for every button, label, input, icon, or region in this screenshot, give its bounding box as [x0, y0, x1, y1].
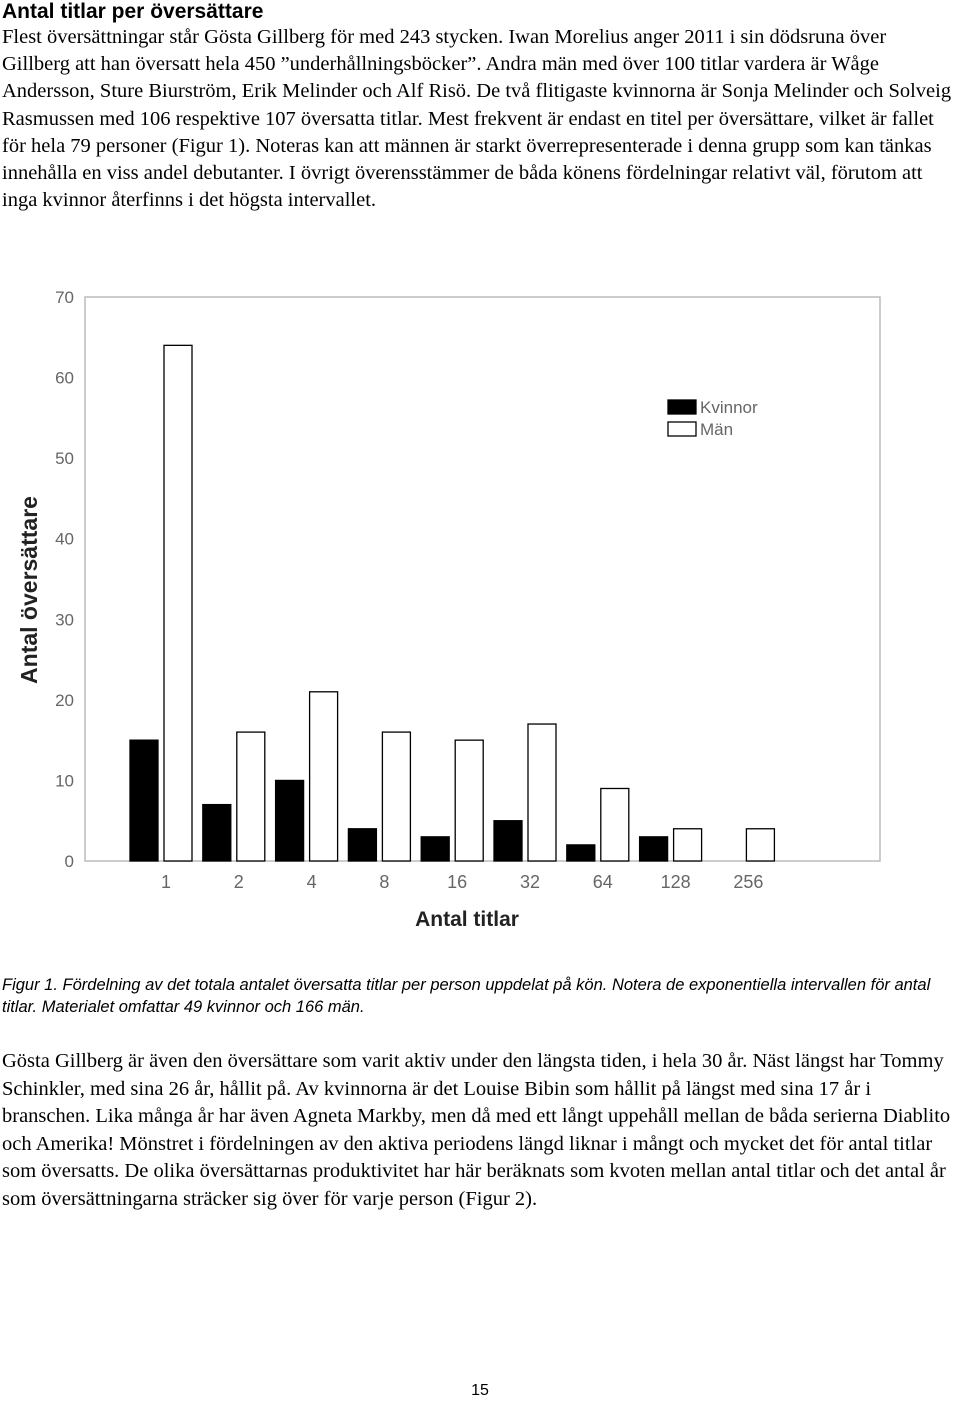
y-tick-label-2: 20 — [55, 690, 74, 710]
y-tick-label-1: 10 — [55, 771, 74, 791]
bar-män-64 — [601, 788, 629, 861]
page-number: 15 — [471, 1382, 489, 1399]
y-tick-label-0: 0 — [64, 852, 74, 871]
bar-män-128 — [674, 829, 702, 861]
y-axis-label: Antal översättare — [16, 496, 42, 684]
x-axis-label: Antal titlar — [415, 908, 519, 931]
figure-caption: Figur 1. Fördelning av det totala antalet översatta titlar per person uppdelat på kön. Notera de exponentiella intervallen för antal titlar. Materialet omfattar 49 kvinnor och 166 män. — [2, 976, 931, 1016]
y-tick-label-4: 40 — [55, 529, 74, 549]
bar-män-2 — [237, 732, 265, 861]
bar-kvinnor-64 — [567, 845, 595, 861]
legend-swatch-män — [668, 422, 696, 436]
bar-chart — [0, 270, 900, 950]
x-tick-label-1: 1 — [160, 872, 172, 892]
y-tick-label-6: 60 — [55, 368, 74, 388]
legend-label-kvinnor: Kvinnor — [700, 398, 758, 417]
y-tick-label-3: 30 — [55, 610, 74, 630]
figure-1 — [0, 270, 900, 950]
legend-label-män: Män — [700, 420, 734, 439]
bar-män-32 — [528, 724, 556, 861]
bar-män-16 — [455, 740, 483, 861]
bar-kvinnor-2 — [203, 805, 231, 861]
bar-män-1 — [164, 345, 192, 861]
x-tick-label-4: 4 — [306, 872, 317, 892]
bar-kvinnor-16 — [421, 837, 449, 861]
bar-män-4 — [310, 692, 338, 861]
x-tick-label-8: 8 — [379, 872, 390, 892]
bar-kvinnor-8 — [348, 829, 376, 861]
x-tick-label-128: 128 — [660, 872, 691, 892]
x-tick-label-2: 2 — [233, 872, 244, 892]
bar-kvinnor-128 — [640, 837, 668, 861]
x-tick-label-64: 64 — [592, 872, 613, 892]
body-paragraph-2: Gösta Gillberg är även den översättare som varit aktiv under den längsta tiden, i hela 30 år. Näst längst har Tommy Schinkler, med sina 26 år, hållit på. Av kvinnorna är det Louise Bibin som hållit på längst med sina 17 år i branschen. Lika många år har även Agneta Markby, men då med ett långt uppehåll mellan de båda serierna Diablito och Amerika! Mönstret i fördelningen av den aktiva periodens längd liknar i mångt och mycket det för antal titlar som översatts. De olika översättarnas produktivitet har här beräknats som kvoten mellan antal titlar och det antal år som översättningarna sträcker sig över för varje person (Figur 2). — [2, 1050, 951, 1210]
x-tick-label-256: 256 — [733, 872, 764, 892]
x-tick-label-16: 16 — [447, 872, 468, 892]
bar-män-8 — [382, 732, 410, 861]
x-tick-label-32: 32 — [519, 872, 541, 892]
y-tick-label-5: 50 — [55, 449, 74, 469]
body-paragraph-1: Flest översättningar står Gösta Gillberg för med 243 stycken. Iwan Morelius anger 2011 i sin dödsruna över Gillberg att han översatt hela 450 ”underhållningsböcker”. Andra män med över 100 titlar vardera är Wåge Andersson, Sture Biurström, Erik Melinder och Alf Risö. De två flitigaste kvinnorna är Sonja Melinder och Solveig Rasmussen med 106 respektive 107 översatta titlar. Mest frekvent är endast en titel per översättare, vilket är fallet för hela 79 personer (Figur 1). Noteras kan att männen är starkt överrepresenterade i denna grupp som kan tänkas innehålla en viss andel debutanter. I övrigt överensstämmer de båda könens fördelningar relativt väl, förutom att inga kvinnor återfinns i det högsta intervallet. — [2, 26, 952, 212]
bar-kvinnor-32 — [494, 821, 522, 861]
bar-kvinnor-4 — [276, 780, 304, 861]
y-tick-label-7: 70 — [55, 288, 74, 307]
section-heading: Antal titlar per översättare — [2, 0, 264, 23]
bar-män-256 — [746, 829, 774, 861]
legend-swatch-kvinnor — [668, 400, 696, 414]
bar-kvinnor-1 — [130, 740, 158, 861]
